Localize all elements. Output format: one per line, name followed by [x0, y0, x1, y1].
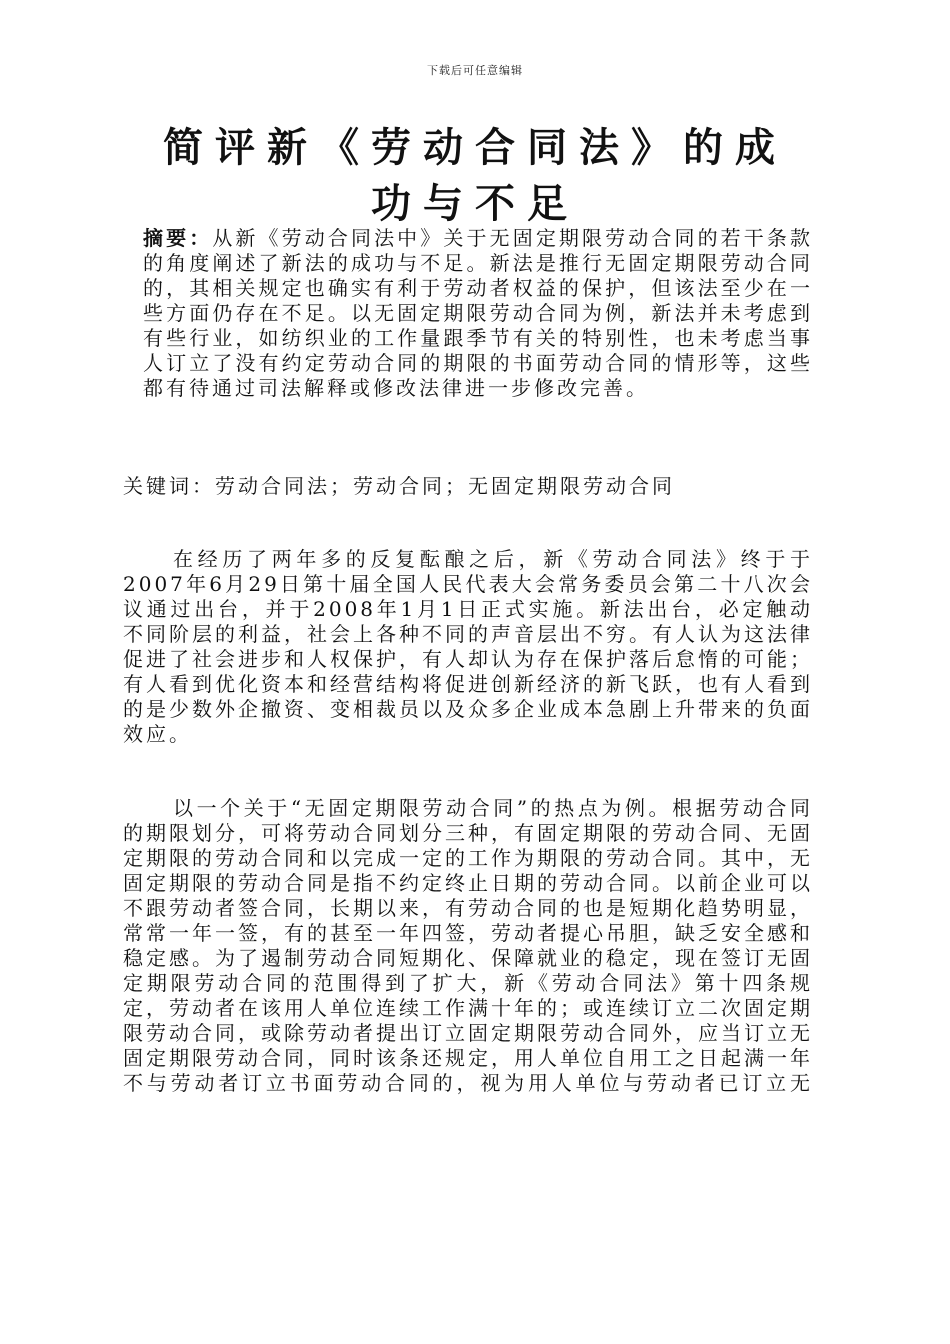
abstract-paragraph — [143, 226, 813, 401]
abstract-text: 从新《劳动合同法中》关于无固定期限劳动合同的若干条款的角度阐述了新法的成功与不足。新法是推行无固定期限劳动合同的，其相关规定也确实有利于劳动者权益的保护，但该法至少在一些方面仍存在不足。以无固定期限劳动合同为例，新法并未考虑到有些行业，如纺织业的工作量跟季节有关的特别性，也未考虑当事人订立了没有约定劳动合同的期限的书面劳动合同的情形等，这些都有待通过司法解释或修改法律进一步修改完善。 — [143, 226, 814, 400]
keywords-paragraph — [123, 474, 813, 499]
body-paragraph-2 — [123, 796, 813, 1096]
body-paragraph-1 — [123, 547, 813, 747]
body-paragraph-1-text: 在经历了两年多的反复酝酿之后，新《劳动合同法》终于于2007年6月29日第十届全国人民代表大会常务委员会第二十八次会议通过出台，并于2008年1月1日正式实施。新法出台，必定触动不同阶层的利益，社会上各种不同的声音层出不穷。有人认为这法律促进了社会进步和人权保护，有人却认为存在保护落后怠惰的可能；有人看到优化资本和经营结构将促进创新经济的新飞跃，也有人看到的是少数外企撤资、变相裁员以及众多企业成本急剧上升带来的负面效应。 — [123, 547, 813, 746]
abstract-section — [143, 226, 813, 401]
body-paragraph-2-text: 以一个关于“无固定期限劳动合同”的热点为例。根据劳动合同的期限划分，可将劳动合同划分三种，有固定期限的劳动合同、无固定期限的劳动合同和以完成一定的工作为期限的劳动合同。其中，无固定期限的劳动合同是指不约定终止日期的劳动合同。以前企业可以不跟劳动者签合同，长期以来，有劳动合同的也是短期化趋势明显，常常一年一签，有的甚至一年四签，劳动者提心吊胆，缺乏安全感和稳定感。为了遏制劳动合同短期化、保障就业的稳定，现在签订无固定期限劳动合同的范围得到了扩大，新《劳动合同法》第十四条规定，劳动者在该用人单位连续工作满十年的；或连续订立二次固定期限劳动合同，或除劳动者提出订立固定期限劳动合同外，应当订立无固定期限劳动合同，同时该条还规定，用人单位自用工之日起满一年不与劳动者订立书面劳动合同的，视为用人单位与劳动者已订立无 — [123, 796, 813, 1095]
abstract-label: 摘要： — [143, 226, 213, 250]
document-title: 简评新《劳动合同法》的成功与不足 — [163, 125, 787, 227]
keywords-text: 劳动合同法；劳动合同；无固定期限劳动合同 — [215, 474, 675, 498]
keywords-label: 关键词： — [123, 474, 215, 498]
page-header: 下载后可任意编辑 — [427, 64, 523, 77]
keywords-section — [123, 474, 813, 499]
